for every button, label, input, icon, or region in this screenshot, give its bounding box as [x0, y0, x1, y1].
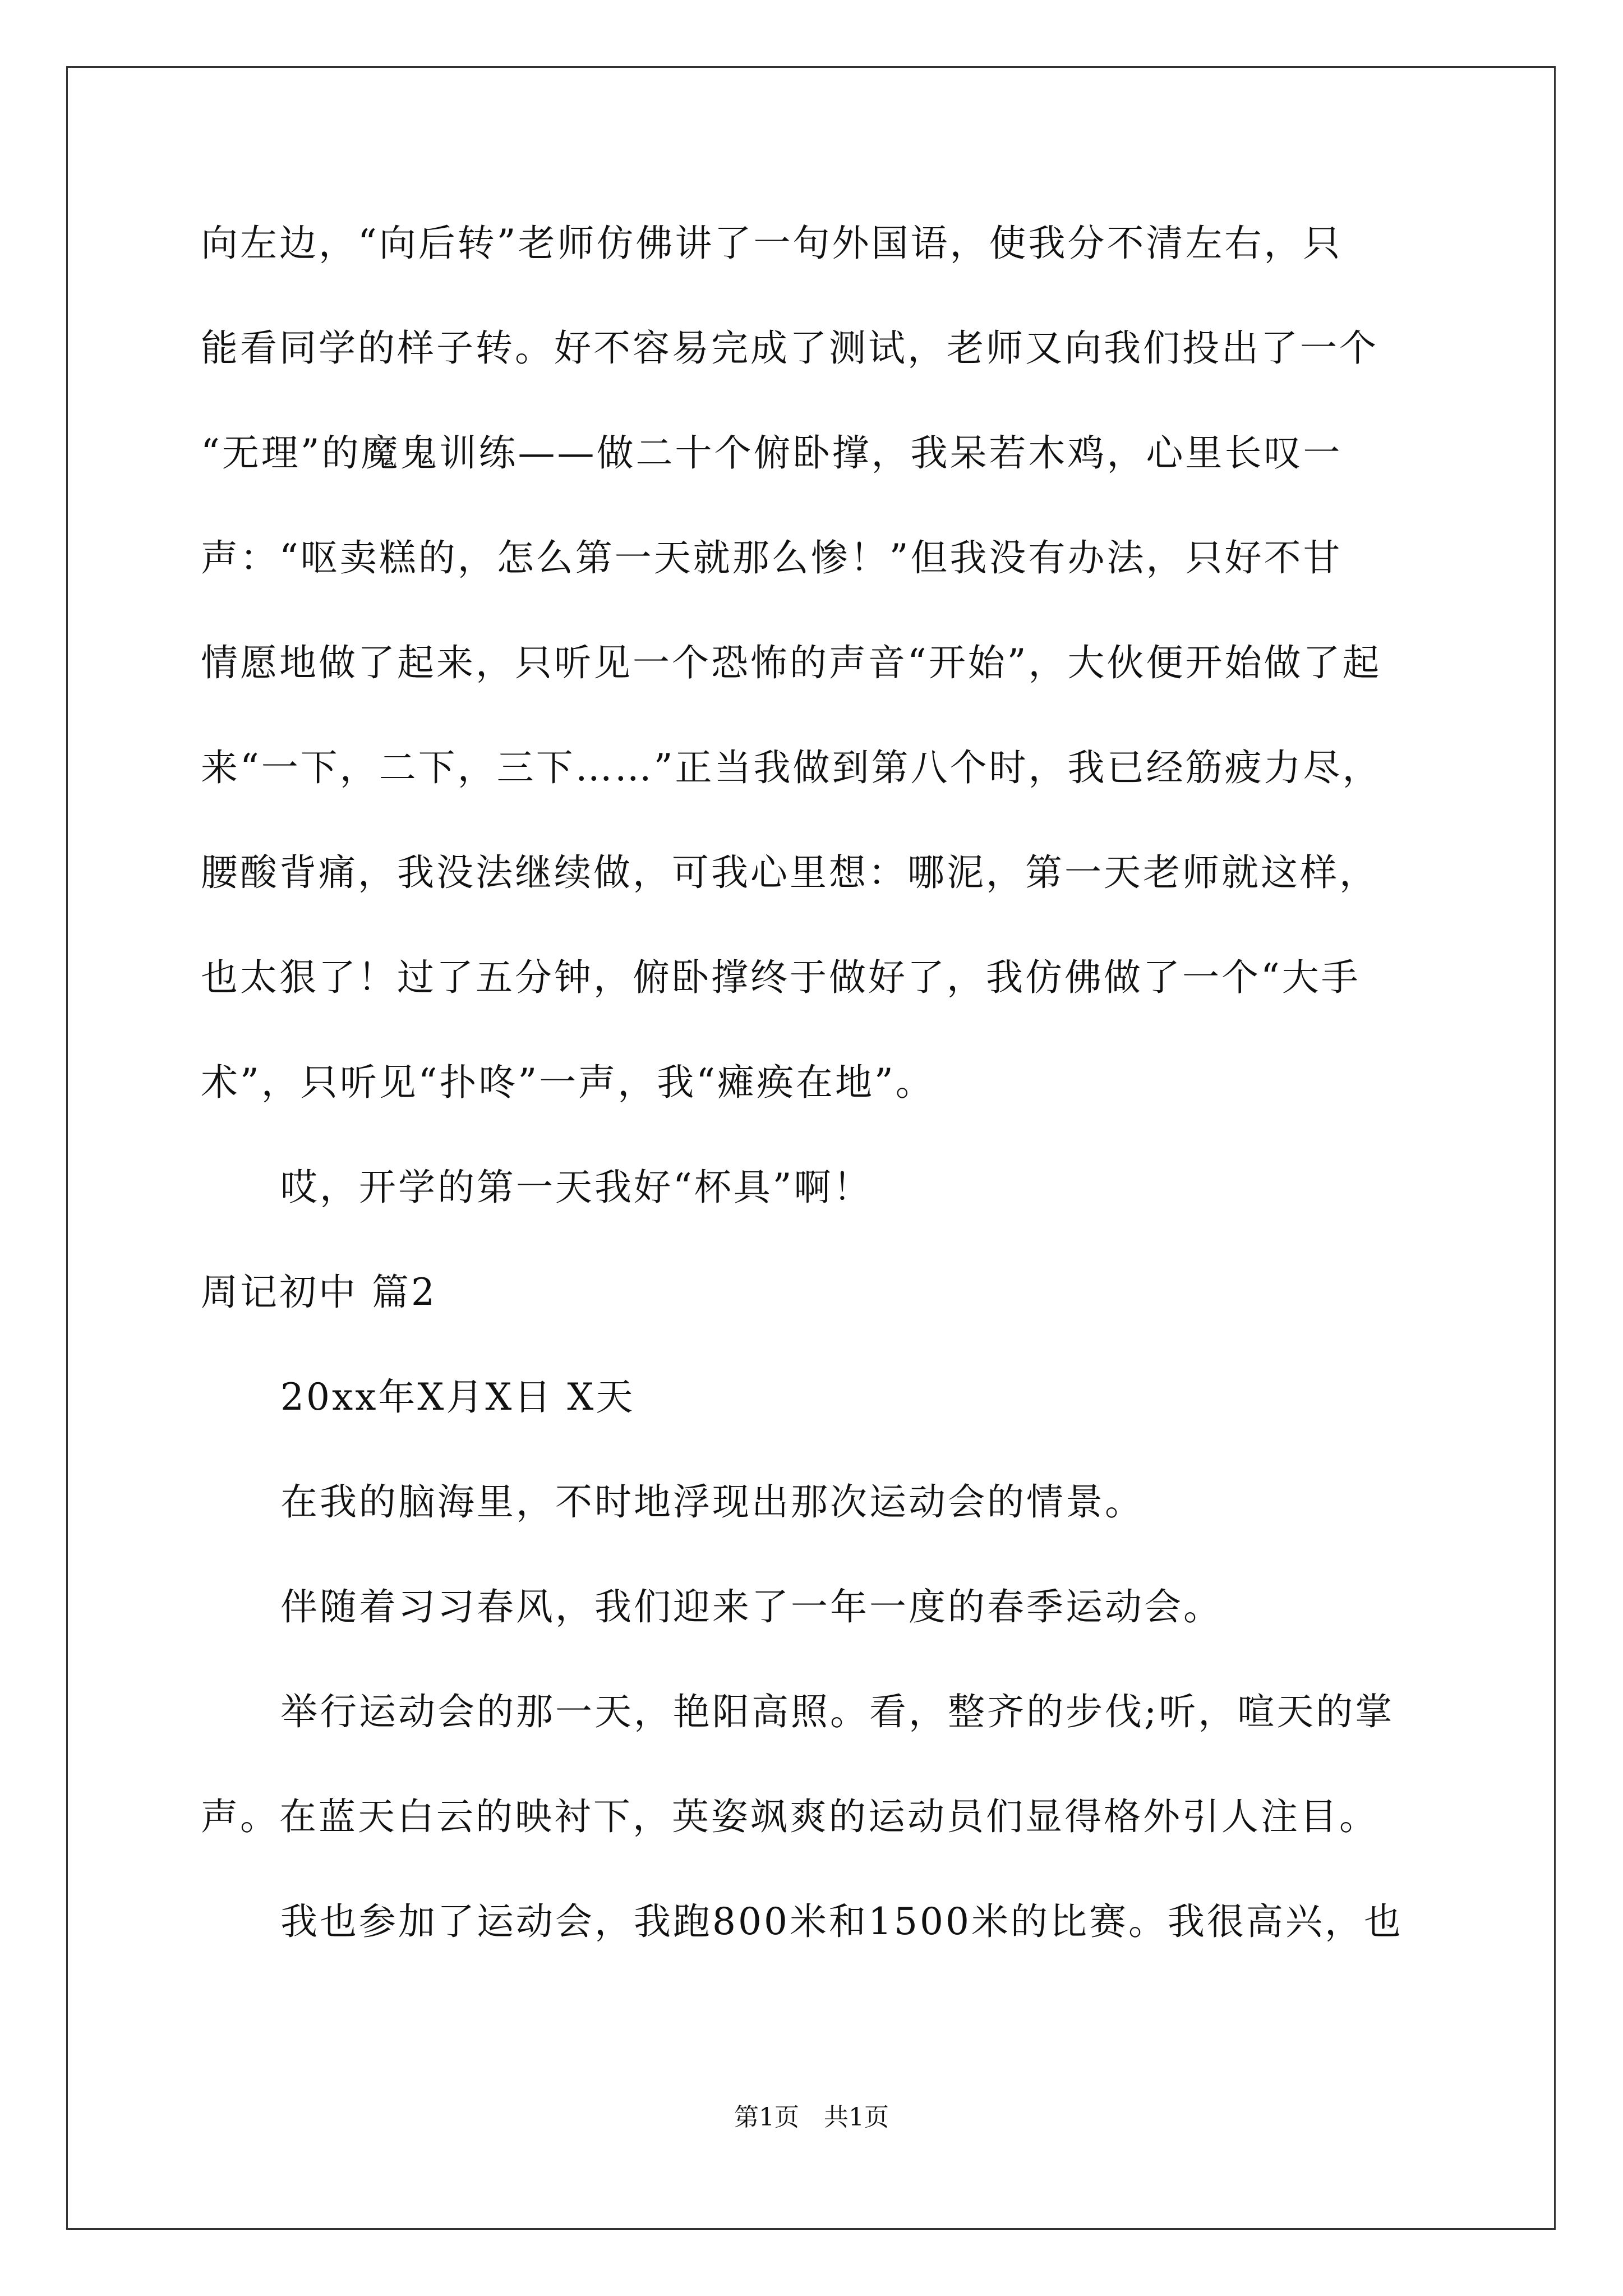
- section-heading: 周记初中 篇2: [201, 1271, 437, 1314]
- text-line: 向左边，“向后转”老师仿佛讲了一句外国语，使我分不清左右，只: [201, 222, 1343, 265]
- text-line: 来“一下，二下，三下……”正当我做到第八个时，我已经筋疲力尽，: [201, 746, 1382, 789]
- text-line: 也太狠了！过了五分钟，俯卧撑终于做好了，我仿佛做了一个“大手: [201, 956, 1361, 999]
- text-line: 术”，只听见“扑咚”一声，我“瘫痪在地”。: [201, 1061, 935, 1104]
- text-line: 能看同学的样子转。好不容易完成了测试，老师又向我们投出了一个: [201, 326, 1378, 370]
- paragraph-line: 伴随着习习春风，我们迎来了一年一度的春季运动会。: [280, 1585, 1223, 1628]
- paragraph-line: 哎，开学的第一天我好“杯具”啊！: [280, 1166, 873, 1209]
- paragraph-line: 我也参加了运动会，我跑800米和1500米的比赛。我很高兴，也: [280, 1900, 1403, 1943]
- text-line: 声：“呕卖糕的，怎么第一天就那么惨！”但我没有办法，只好不甘: [201, 536, 1343, 579]
- text-line: 腰酸背痛，我没法继续做，可我心里想：哪泥，第一天老师就这样，: [201, 851, 1378, 894]
- text-line: 声。在蓝天白云的映衬下，英姿飒爽的运动员们显得格外引人注目。: [201, 1795, 1378, 1838]
- text-line: “无理”的魔鬼训练——做二十个俯卧撑，我呆若木鸡，心里长叹一: [201, 431, 1343, 475]
- date-line: 20xx年X月X日 X天: [280, 1375, 635, 1419]
- paragraph-line: 在我的脑海里，不时地浮现出那次运动会的情景。: [280, 1480, 1144, 1524]
- text-line: 情愿地做了起来，只听见一个恐怖的声音“开始”，大伙便开始做了起: [201, 641, 1382, 684]
- paragraph-line: 举行运动会的那一天，艳阳高照。看，整齐的步伐;听，喧天的掌: [280, 1690, 1395, 1733]
- page-footer: 第1页 共1页: [734, 2103, 889, 2132]
